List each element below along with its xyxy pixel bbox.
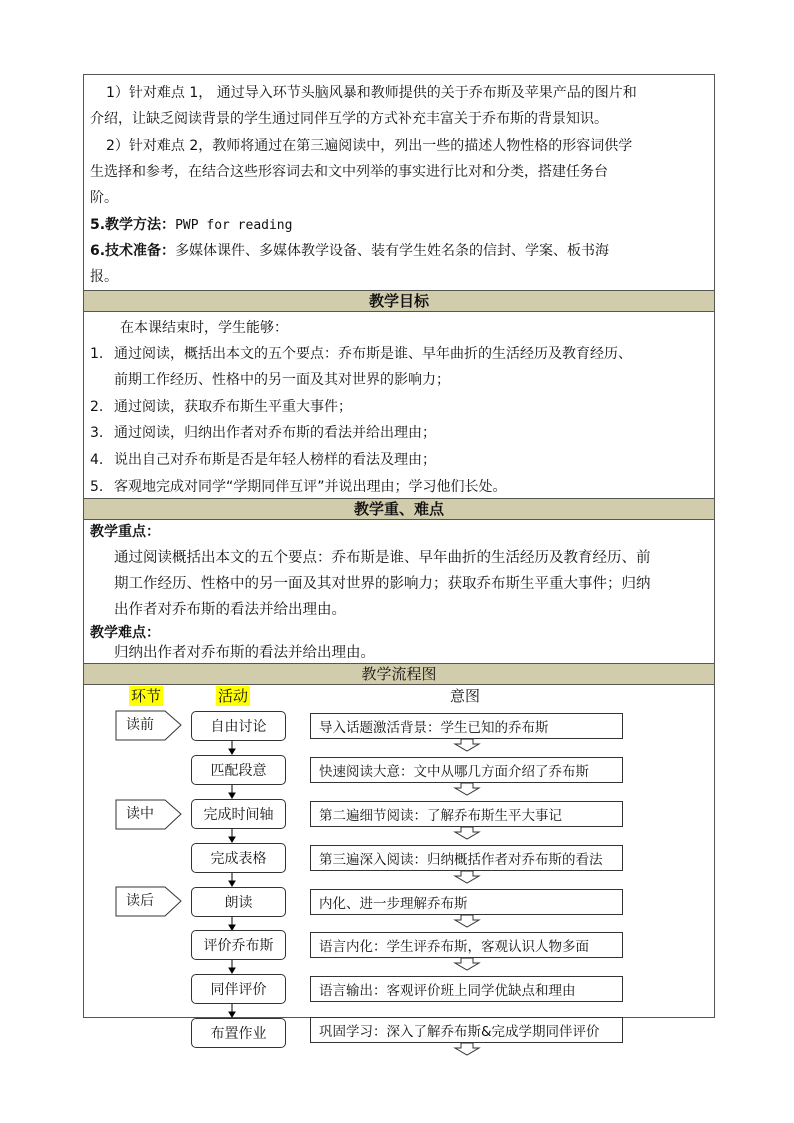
focus-label: 教学重点： (90, 524, 160, 540)
intent-5: 内化、进一步理解乔布斯 (310, 889, 623, 915)
tech-line2: 报。 (90, 269, 118, 285)
activity-timeline: 完成时间轴 (191, 799, 286, 829)
activity-evaluate-jobs: 评价乔布斯 (191, 930, 286, 960)
strategy-2-line2: 生选择和参考，在结合这些形容词去和文中列举的事实进行比对和分类，搭建任务台 (90, 164, 608, 180)
header-stage: 环节 (131, 687, 162, 705)
objective-num-3: 3. (90, 425, 104, 441)
focus-line3: 出作者对乔布斯的看法并给出理由。 (114, 602, 346, 618)
method-value: PWP for reading (175, 218, 293, 233)
activity-match-paragraphs: 匹配段意 (191, 755, 286, 785)
objective-num-4: 4. (90, 452, 104, 468)
strategy-2-line1: 2）针对难点 2，教师将通过在第三遍阅读中，列出一些的描述人物性格的形容词供学 (106, 138, 633, 154)
intent-3: 第二遍细节阅读：了解乔布斯生平大事记 (310, 801, 623, 827)
difficulty-text: 归纳出作者对乔布斯的看法并给出理由。 (114, 645, 375, 661)
objective-num-1: 1. (90, 346, 104, 362)
strategy-1-line1: 1）针对难点 1， 通过导入环节头脑风暴和教师提供的关于乔布斯及苹果产品的图片和 (106, 85, 637, 101)
objective-4: 说出自己对乔布斯是否是年轻人榜样的看法及理由； (114, 452, 436, 468)
activity-table: 完成表格 (191, 843, 286, 873)
objective-2: 通过阅读，获取乔布斯生平重大事件； (114, 399, 352, 415)
stage-pre-reading: 读前 (126, 717, 154, 733)
focus-line2: 期工作经历、性格中的另一面及其对世界的影响力；获取乔布斯生平重大事件；归纳 (114, 576, 651, 592)
tech-label: 6.技术准备： (90, 243, 176, 259)
objective-1-line2: 前期工作经历、性格中的另一面及其对世界的影响力； (114, 372, 450, 388)
objective-num-2: 2. (90, 399, 104, 415)
header-intent: 意图 (450, 687, 481, 705)
objectives-intro: 在本课结束时，学生能够： (120, 320, 288, 336)
strategy-1-line2: 介绍，让缺乏阅读背景的学生通过同伴互学的方式补充丰富关于乔布斯的背景知识。 (90, 111, 608, 127)
activity-free-discussion: 自由讨论 (191, 711, 286, 741)
stage-while-reading: 读中 (126, 806, 154, 822)
intent-7: 语言输出：客观评价班上同学优缺点和理由 (310, 976, 623, 1002)
intent-6: 语言内化：学生评乔布斯，客观认识人物多面 (310, 932, 623, 958)
objective-1-line1: 通过阅读，概括出本文的五个要点：乔布斯是谁、早年曲折的生活经历及教育经历、 (114, 346, 632, 362)
activity-peer-evaluation: 同伴评价 (191, 974, 286, 1004)
activity-homework: 布置作业 (191, 1018, 286, 1048)
intent-1: 导入话题激活背景：学生已知的乔布斯 (310, 713, 623, 739)
intent-2: 快速阅读大意：文中从哪几方面介绍了乔布斯 (310, 757, 623, 783)
objective-3: 通过阅读，归纳出作者对乔布斯的看法并给出理由； (114, 425, 436, 441)
strategy-2-line3: 阶。 (90, 190, 118, 206)
key-points-title: 教学重、难点 (84, 498, 714, 520)
focus-line1: 通过阅读概括出本文的五个要点：乔布斯是谁、早年曲折的生活经历及教育经历、前 (114, 550, 651, 566)
objectives-title: 教学目标 (84, 290, 714, 312)
stage-post-reading: 读后 (126, 893, 154, 909)
intent-8: 巩固学习：深入了解乔布斯&完成学期同伴评价 (310, 1017, 623, 1043)
method-label: 5.教学方法： (90, 217, 176, 233)
objective-num-5: 5. (90, 479, 104, 495)
objective-5: 客观地完成对同学“学期同伴互评”并说出理由；学习他们长处。 (114, 479, 507, 495)
flowchart-title: 教学流程图 (84, 663, 714, 685)
difficulty-label: 教学难点： (90, 625, 160, 641)
tech-line1: 多媒体课件、多媒体教学设备、装有学生姓名条的信封、学案、板书海 (175, 243, 610, 259)
activity-read-aloud: 朗读 (191, 887, 286, 917)
intent-4: 第三遍深入阅读：归纳概括作者对乔布斯的看法 (310, 845, 623, 871)
header-activity: 活动 (218, 687, 249, 705)
